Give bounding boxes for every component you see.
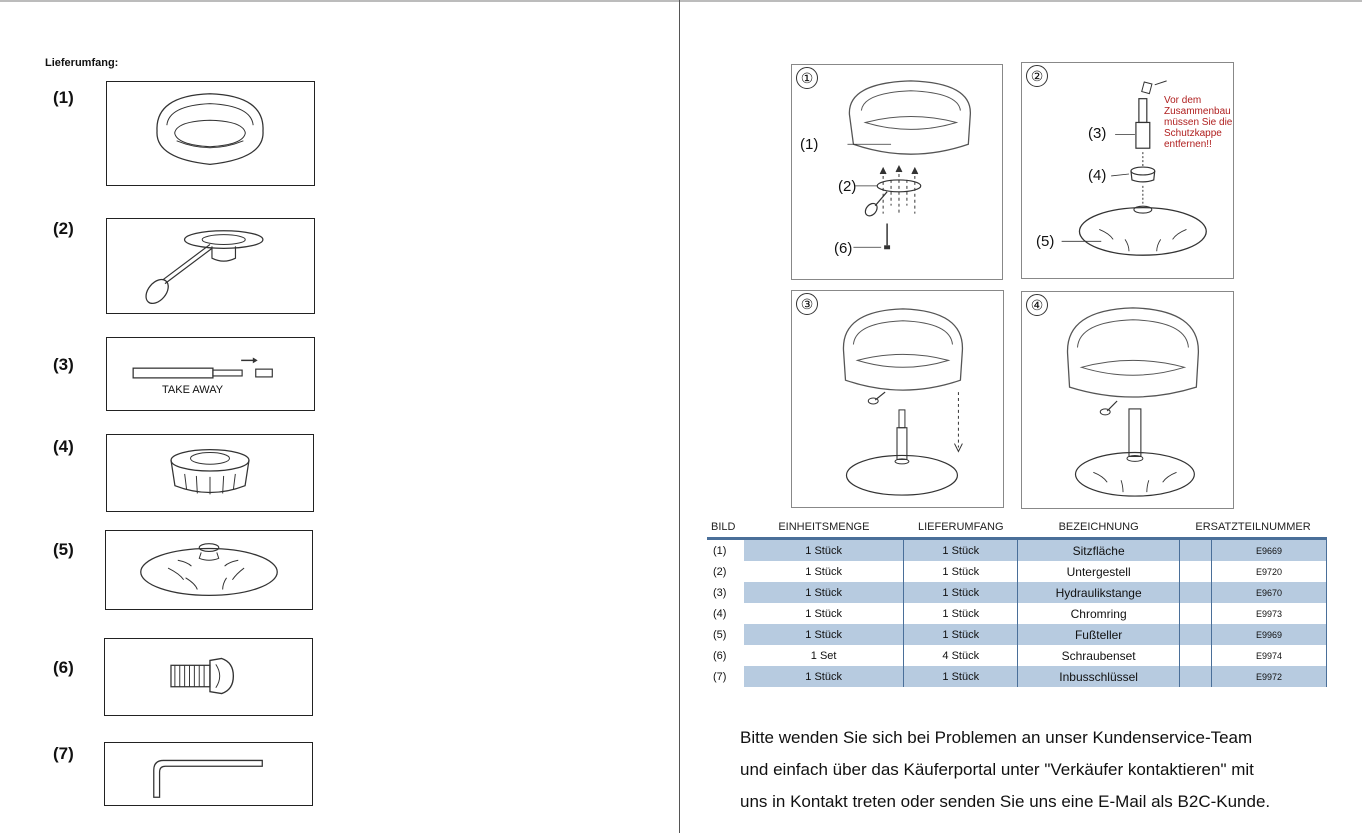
support-line-3: uns in Kontakt treten oder senden Sie uns eine E-Mail als B2C-Kunde. (740, 792, 1271, 811)
part-box-foot (105, 530, 313, 610)
step1-callout-2: (2) (838, 178, 857, 195)
part-box-hex-key (104, 742, 313, 806)
table-row (707, 582, 1327, 603)
part-label-7: (7) (53, 744, 74, 763)
table-row (707, 624, 1327, 645)
cell-lieferumfang: 1 Stück (904, 561, 1018, 582)
part-box-ring (106, 434, 314, 512)
col-header-bezeichnung: BEZEICHNUNG (1018, 517, 1180, 539)
step-number-4: ④ (1026, 294, 1048, 316)
assembly-step-3 (791, 290, 1004, 508)
cell-bezeichnung: Sitzfläche (1018, 539, 1180, 562)
cell-nummer: E9969 (1212, 624, 1327, 645)
seat-shell-icon (107, 82, 314, 185)
step1-seat-base-icon (792, 65, 1002, 279)
cell-spacer (1180, 561, 1212, 582)
cell-nummer: E9972 (1212, 666, 1327, 687)
cell-nummer: E9720 (1212, 561, 1327, 582)
cell-nummer: E9669 (1212, 539, 1327, 562)
cell-bezeichnung: Chromring (1018, 603, 1180, 624)
cell-spacer (1180, 582, 1212, 603)
table-row (707, 645, 1327, 666)
table-row (707, 666, 1327, 687)
cell-menge: 1 Stück (744, 539, 904, 562)
cell-menge: 1 Stück (744, 603, 904, 624)
chrome-ring-icon (107, 435, 313, 511)
step-number-2: ② (1026, 65, 1048, 87)
col-header-lieferumfang: LIEFERUMFANG (904, 517, 1018, 539)
table-row (707, 603, 1327, 624)
base-plate-lever-icon (107, 219, 314, 313)
part-label-1: (1) (53, 88, 74, 107)
top-border (0, 0, 1362, 2)
cell-nummer: E9974 (1212, 645, 1327, 666)
table-row (707, 539, 1327, 562)
cell-menge: 1 Stück (744, 582, 904, 603)
cell-bild: (7) (707, 666, 744, 687)
cell-bezeichnung: Hydraulikstange (1018, 582, 1180, 603)
cell-menge: 1 Stück (744, 624, 904, 645)
assembly-step-4 (1021, 291, 1234, 509)
cell-menge: 1 Set (744, 645, 904, 666)
cell-lieferumfang: 1 Stück (904, 582, 1018, 603)
part-label-5: (5) (53, 540, 74, 559)
parts-table (707, 517, 1327, 687)
step4-assembled-chair-icon (1022, 292, 1233, 508)
cell-nummer: E9670 (1212, 582, 1327, 603)
cell-bild: (3) (707, 582, 744, 603)
page-divider (679, 0, 680, 833)
part-label-6: (6) (53, 658, 74, 677)
support-line-1: Bitte wenden Sie sich bei Problemen an unser Kundenservice-Team (740, 728, 1253, 747)
cell-bezeichnung: Untergestell (1018, 561, 1180, 582)
cell-lieferumfang: 1 Stück (904, 624, 1018, 645)
cell-lieferumfang: 1 Stück (904, 603, 1018, 624)
support-line-2: und einfach über das Käuferportal unter "Verkäufer kontaktieren" mit (740, 760, 1254, 779)
step2-callout-5: (5) (1036, 233, 1055, 250)
cell-spacer (1180, 539, 1212, 562)
cell-spacer (1180, 666, 1212, 687)
cell-bild: (5) (707, 624, 744, 645)
col-header-bild: BILD (707, 517, 744, 539)
part-label-2: (2) (53, 219, 74, 238)
part-label-3: (3) (53, 355, 74, 374)
cell-bild: (2) (707, 561, 744, 582)
step-number-1: ① (796, 67, 818, 89)
cell-spacer (1180, 603, 1212, 624)
part-label-4: (4) (53, 437, 74, 456)
support-note (740, 722, 1340, 818)
cell-bild: (1) (707, 539, 744, 562)
col-header-ersatzteilnummer: ERSATZTEILNUMMER (1180, 517, 1327, 539)
cell-bild: (6) (707, 645, 744, 666)
part-box-screw (104, 638, 313, 716)
step2-callout-3: (3) (1088, 125, 1107, 142)
cell-bezeichnung: Inbusschlüssel (1018, 666, 1180, 687)
cell-spacer (1180, 624, 1212, 645)
table-row (707, 561, 1327, 582)
cell-lieferumfang: 1 Stück (904, 539, 1018, 562)
step3-chair-lower-icon (792, 291, 1003, 507)
cell-menge: 1 Stück (744, 666, 904, 687)
hex-key-icon (105, 743, 312, 805)
screw-icon (105, 639, 312, 715)
part-box-rod (106, 337, 315, 411)
cell-spacer (1180, 645, 1212, 666)
step1-callout-1: (1) (800, 136, 819, 153)
part-box-base-plate (106, 218, 315, 314)
foot-plate-icon (106, 531, 312, 609)
take-away-caption: TAKE AWAY (162, 384, 224, 396)
step1-callout-6: (6) (834, 240, 853, 257)
part-box-seat (106, 81, 315, 186)
cell-bezeichnung: Schraubenset (1018, 645, 1180, 666)
table-header-row (707, 517, 1327, 539)
cell-menge: 1 Stück (744, 561, 904, 582)
step2-callout-4: (4) (1088, 167, 1107, 184)
col-header-einheitsmenge: EINHEITSMENGE (744, 517, 904, 539)
cell-bezeichnung: Fußteller (1018, 624, 1180, 645)
cell-bild: (4) (707, 603, 744, 624)
assembly-step-1 (791, 64, 1003, 280)
step-number-3: ③ (796, 293, 818, 315)
parts-heading: Lieferumfang: (45, 57, 119, 69)
cell-nummer: E9973 (1212, 603, 1327, 624)
step2-warning-note: Vor dem Zusammenbau müssen Sie die Schutzkappe entfernen!! (1164, 95, 1233, 150)
cell-lieferumfang: 4 Stück (904, 645, 1018, 666)
cell-lieferumfang: 1 Stück (904, 666, 1018, 687)
hydraulic-rod-icon (107, 338, 314, 410)
